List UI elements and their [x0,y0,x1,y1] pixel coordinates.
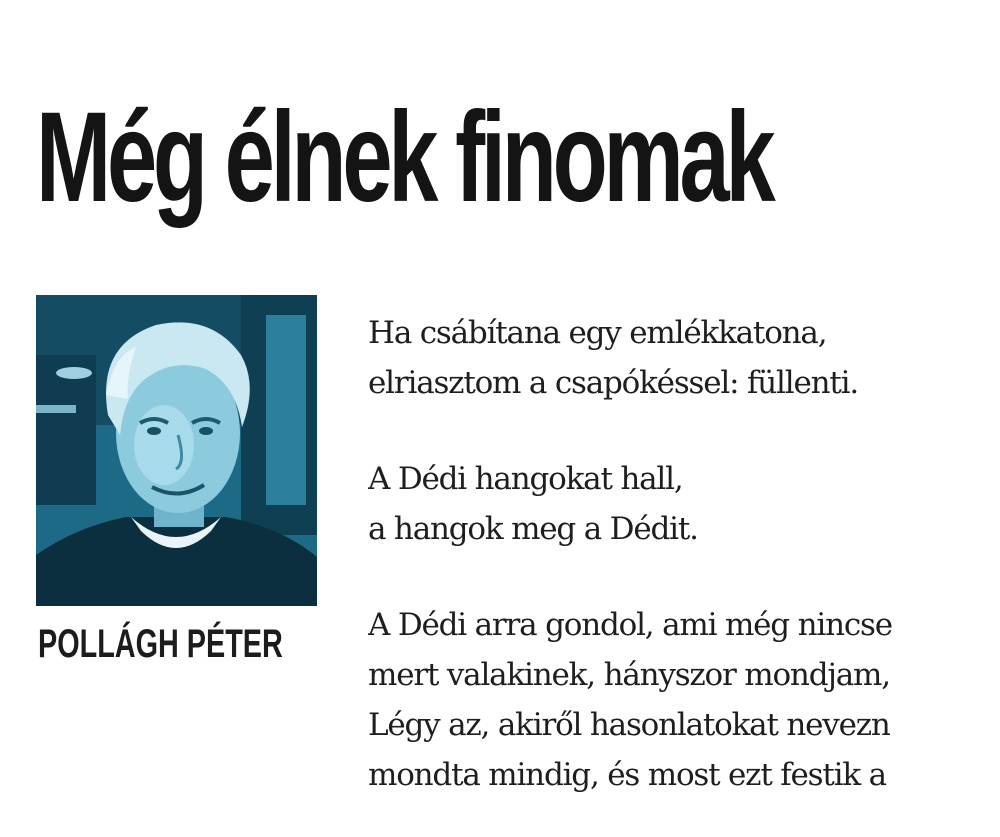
poem-line: elriasztom a csapókéssel: füllenti. [368,365,858,401]
author-byline: POLLÁGH PÉTER [38,622,283,666]
poem-line: Ha csábítana egy emlékkatona, [368,315,827,351]
poem-line: Légy az, akiről hasonlatokat nevezn [368,707,890,743]
author-portrait [36,295,317,606]
poem-stanza [368,454,1000,554]
poem-line: A Dédi hangokat hall, [368,461,683,497]
poem-line: mert valakinek, hányszor mondjam, [368,657,890,693]
poem-line: a hangok meg a Dédit. [368,511,698,547]
article-headline: Még élnek finomak [36,86,772,229]
poem-stanza [368,308,1000,408]
poem-line: A Dédi arra gondol, ami még nincse [368,607,892,643]
portrait-photo [36,295,317,606]
poem-body [368,308,1000,837]
poem-line: mondta mindig, és most ezt festik a [368,757,886,793]
poem-stanza [368,600,1000,800]
